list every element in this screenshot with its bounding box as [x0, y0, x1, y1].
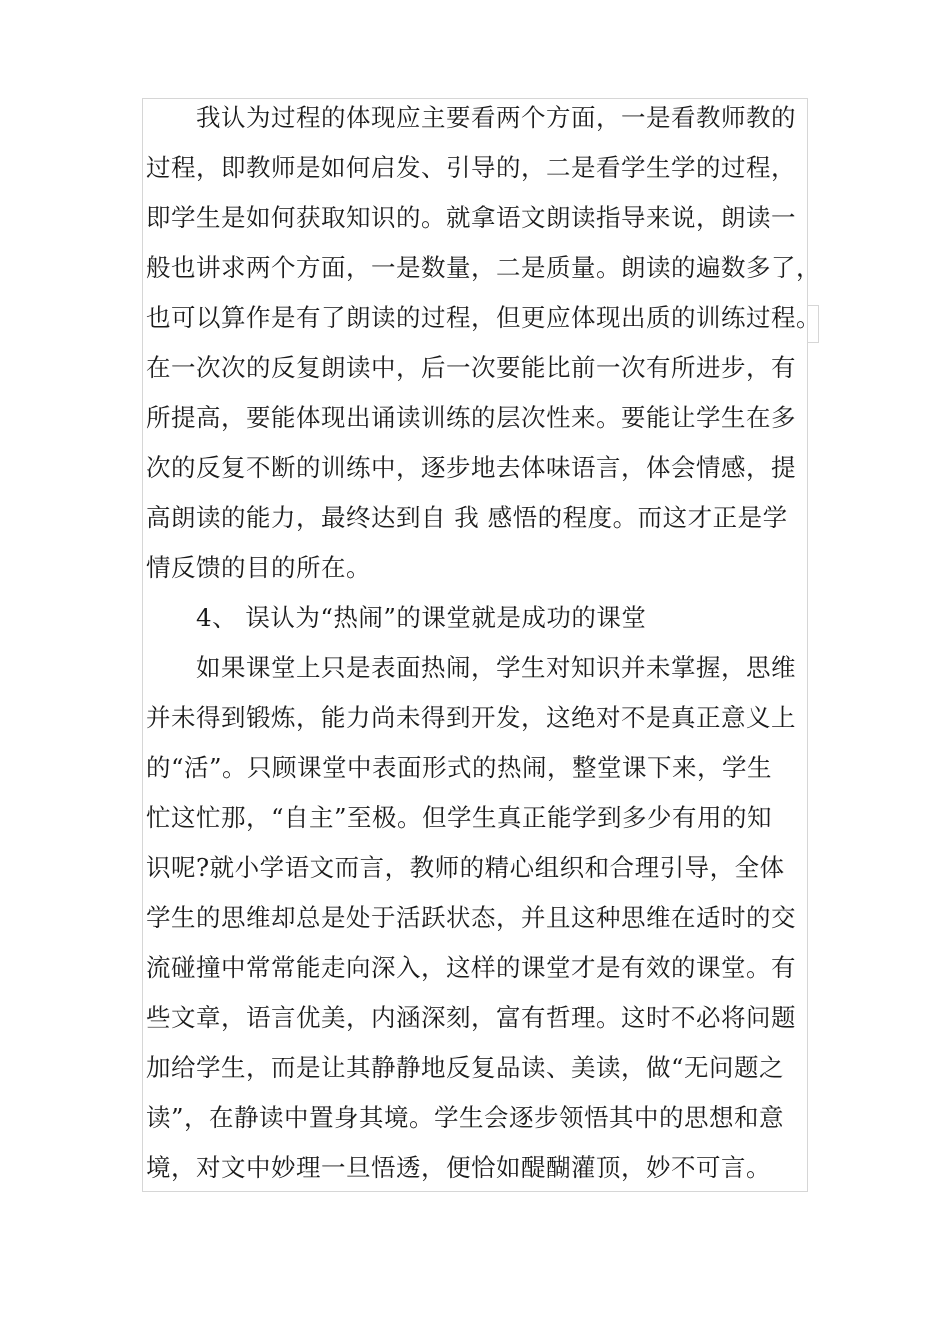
section-heading: 4、 误认为“热闹”的课堂就是成功的课堂	[196, 603, 647, 632]
text-line-5: 也可以算作是有了朗读的过程，但更应体现出质的训练过程。	[146, 303, 821, 332]
text-line-20: 加给学生，而是让其静静地反复品读、美读，做“无问题之	[146, 1053, 785, 1082]
text-line-19: 些文章，语言优美，内涵深刻，富有哲理。这时不必将问题	[146, 1003, 796, 1032]
text-line-22: 境，对文中妙理一旦悟透，便恰如醍醐灌顶，妙不可言。	[146, 1153, 771, 1182]
text-line-18: 流碰撞中常常能走向深入，这样的课堂才是有效的课堂。有	[146, 953, 796, 982]
text-line-17: 学生的思维却总是处于活跃状态，并且这种思维在适时的交	[146, 903, 796, 932]
text-line-4: 般也讲求两个方面，一是数量，二是质量。朗读的遍数多了，	[146, 253, 821, 282]
text-line-8: 次的反复不断的训练中，逐步地去体味语言，体会情感，提	[146, 453, 796, 482]
text-line-16: 识呢?就小学语文而言，教师的精心组织和合理引导，全体	[146, 853, 785, 882]
text-line-10: 情反馈的目的所在。	[146, 553, 371, 582]
text-line-6: 在一次次的反复朗读中，后一次要能比前一次有所进步，有	[146, 353, 796, 382]
text-line-21: 读”，在静读中置身其境。学生会逐步领悟其中的思想和意	[146, 1103, 785, 1132]
text-line-3: 即学生是如何获取知识的。就拿语文朗读指导来说，朗读一	[146, 203, 796, 232]
text-line-2: 过程，即教师是如何启发、引导的，二是看学生学的过程，	[146, 153, 796, 182]
text-line-13: 并未得到锻炼，能力尚未得到开发，这绝对不是真正意义上	[146, 703, 796, 732]
text-line-12: 如果课堂上只是表面热闹，学生对知识并未掌握，思维	[196, 653, 796, 682]
text-line-14: 的“活”。只顾课堂中表面形式的热闹，整堂课下来，学生	[146, 753, 773, 782]
text-line-9: 高朗读的能力，最终达到自 我 感悟的程度。而这才正是学	[146, 503, 788, 532]
text-line-7: 所提高，要能体现出诵读训练的层次性来。要能让学生在多	[146, 403, 796, 432]
text-line-1: 我认为过程的体现应主要看两个方面，一是看教师教的	[196, 103, 796, 132]
text-line-15: 忙这忙那，“自主”至极。但学生真正能学到多少有用的知	[146, 803, 773, 832]
